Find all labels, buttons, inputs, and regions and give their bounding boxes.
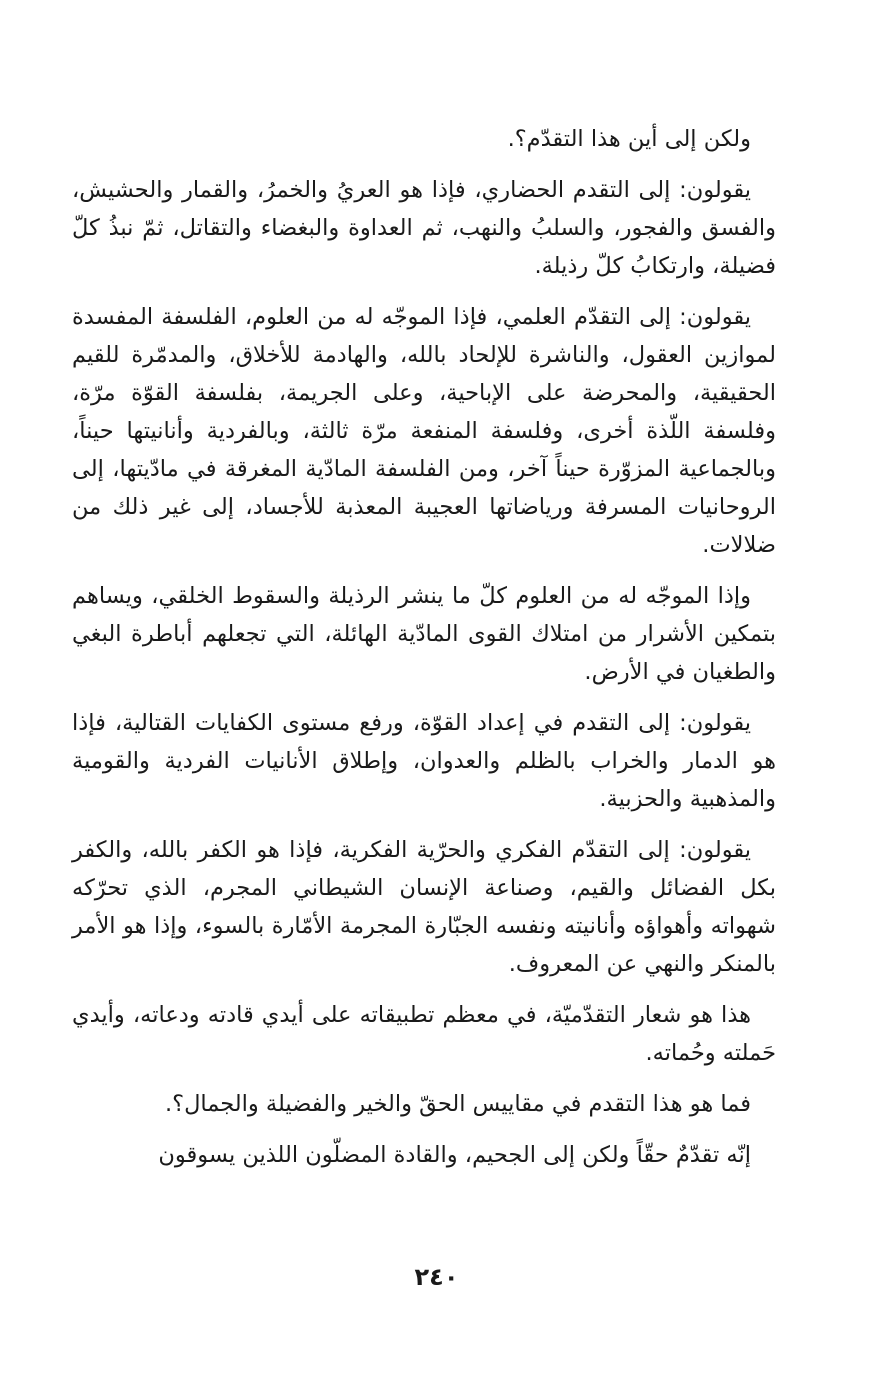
paragraph: يقولون: إلى التقدّم العلمي، فإذا الموجّه له من العلوم، الفلسفة المفسدة لموازين العقول، والناشرة للإلحاد بالله، والهادمة للأخلاق، والمدمّرة للقيم الحقيقية، والمحرضة على الإباحية، وعلى الجريمة، بفلسفة القوّة مرّة، وفلسفة اللّذة أخرى، وفلسفة المنفعة مرّة ثالثة، وبالفردية وأنانيتها حيناً، وبالجماعية المزوّرة حيناً آخر، ومن الفلسفة المادّية المغرقة في مادّيتها، إلى الروحانيات المسرفة ورياضاتها العجيبة المعذبة للأجساد، إلى غير ذلك من ضلالات.	[72, 304, 776, 558]
paragraph: إنّه تقدّمٌ حقّاً ولكن إلى الجحيم، والقادة المضلّون اللذين يسوقون	[158, 1142, 751, 1168]
body-text	[72, 120, 776, 1187]
paragraph: يقولون: إلى التقدّم الفكري والحرّية الفكرية، فإذا هو الكفر بالله، والكفر بكل الفضائل والقيم، وصناعة الإنسان الشيطاني المجرم، الذي تحرّكه شهواته وأهواؤه وأنانيته ونفسه الجبّارة المجرمة الأمّارة بالسوء، وإذا هو الأمر بالمنكر والنهي عن المعروف.	[72, 837, 776, 977]
paragraph: فما هو هذا التقدم في مقاييس الحقّ والخير والفضيلة والجمال؟.	[164, 1091, 751, 1117]
paragraph: يقولون: إلى التقدم الحضاري، فإذا هو العريُ والخمرُ، والقمار والحشيش، والفسق والفجور، والسلبُ والنهب، ثم العداوة والبغضاء والتقاتل، ثمّ نبذُ كلّ فضيلة، وارتكابُ كلّ رذيلة.	[72, 177, 776, 279]
paragraph: وإذا الموجّه له من العلوم كلّ ما ينشر الرذيلة والسقوط الخلقي، ويساهم بتمكين الأشرار من امتلاك القوى المادّية الهائلة، التي تجعلهم أباطرة البغي والطغيان في الأرض.	[72, 583, 776, 685]
paragraph: يقولون: إلى التقدم في إعداد القوّة، ورفع مستوى الكفايات القتالية، فإذا هو الدمار والخراب بالظلم والعدوان، وإطلاق الأنانيات الفردية والقومية والمذهبية والحزبية.	[72, 710, 776, 812]
paragraph: هذا هو شعار التقدّميّة، في معظم تطبيقاته على أيدي قادته ودعاته، وأيدي حَملته وحُماته.	[72, 1002, 776, 1066]
paragraph: ولكن إلى أين هذا التقدّم؟.	[507, 126, 751, 152]
page-number: ٢٤٠	[414, 1263, 459, 1291]
